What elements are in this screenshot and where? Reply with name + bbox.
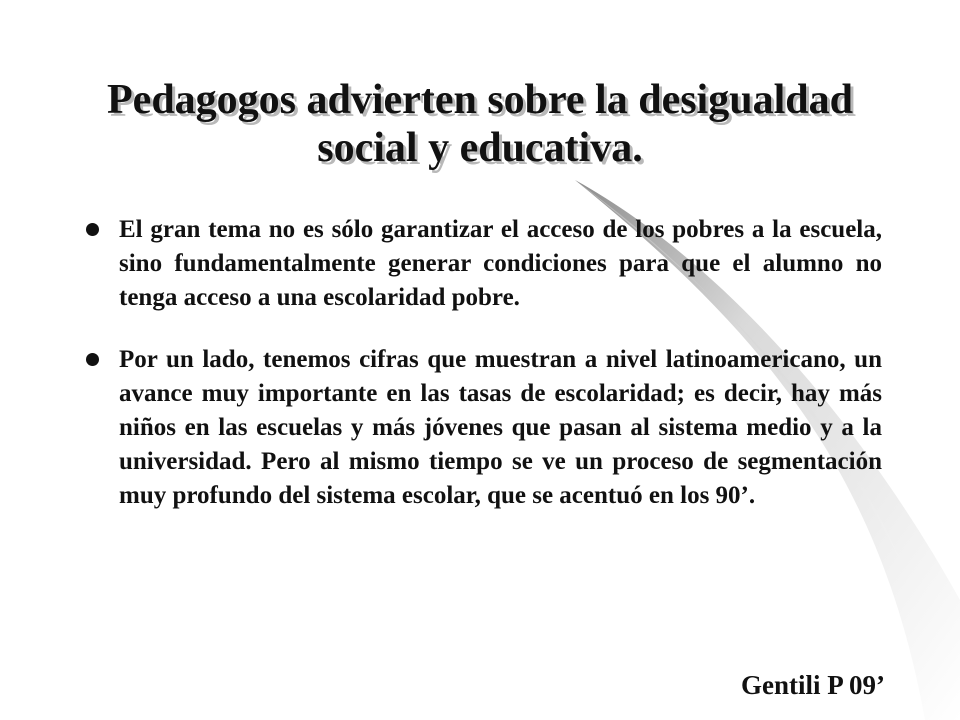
bullet-list bbox=[82, 213, 882, 541]
bullet-dot-icon bbox=[86, 223, 99, 236]
bullet-item bbox=[82, 343, 882, 513]
bullet-text: El gran tema no es sólo garantizar el acceso de los pobres a la escuela, sino fundamentalmente generar condiciones para que el alumno no tenga acceso a una escolaridad pobre. bbox=[119, 216, 882, 311]
bullet-item bbox=[82, 213, 882, 315]
bullet-dot-icon bbox=[86, 353, 99, 366]
source-credit: Gentili P 09’ bbox=[741, 670, 885, 700]
slide-title: Pedagogos advierten sobre la desigualdad social y educativa. bbox=[107, 77, 853, 171]
bullet-text: Por un lado, tenemos cifras que muestran a nivel latinoamericano, un avance muy importante en las tasas de escolaridad; es decir, hay más niños en las escuelas y más jóvenes que pasan al sistema medio y a la universidad. Pero al mismo tiempo se ve un proceso de segmentación muy profundo del sistema escolar, que se acentuó en los 90’. bbox=[119, 346, 882, 509]
